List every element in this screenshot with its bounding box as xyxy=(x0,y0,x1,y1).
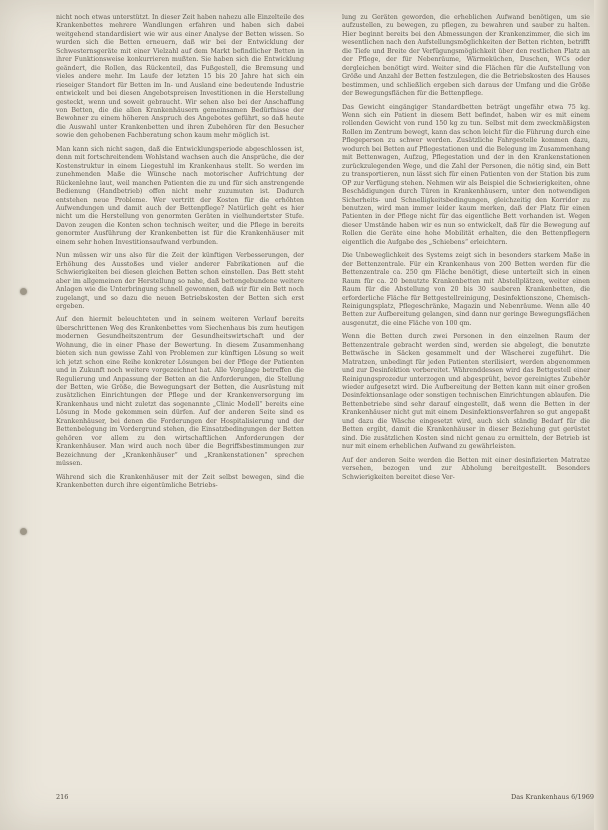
left-text-column xyxy=(56,14,304,782)
left-paragraph-1: nicht noch etwas unterstützt. In dieser Zeit haben nahezu alle Einzelteile des Krankenbettes mehrere Wandlungen erfahren und haben sich dabei weitgehend standardisiert wie wir aus einer Analyse der Betten wissen. So wurden sich die Betten erneuern, daß wir bei der Entwicklung der Schwesternsgeräte mit einer Vielzahl auf dem Markt befindlicher Betten in ihrer Funktionsweise konkurrieren mußten. Sie haben sich die Entwicklung geändert, die Rollen, das Rückenteil, das Fußgestell, die Bremsung und vieles andere mehr. Im Laufe der letzten 15 bis 20 Jahre hat sich ein rieseiger Standort für Betten im In- und Ausland eine bedeutende Industrie entwickelt und bei diesen Angebotspreisen Investitionen in die Herstellung gesteckt, wenn und soweit gebraucht. Wir sehen also bei der Anschaffung von Betten, die die allen Krankenhäusern gemeinsamen Bedürfnisse der Bewohner zu einem höheren Anspruch des Angebotes geführt, so daß heute die Auswahl unter Krankenbetten und ihren Zubehören für den Besucher sowie den gehobenen Fachberatung schon kaum mehr möglich ist. xyxy=(56,14,304,140)
left-paragraph-2: Man kann sich nicht sagen, daß die Entwicklungsperiode abgeschlossen ist, denn mit fortschreitendem Wohlstand wachsen auch die Ansprüche, die der Kostenstruktur in einem Liegestuhl im Krankenhaus stellt. So werden im zunehmenden Maße die Wünsche nach motorischer Aufrichtung der Rückenlehne laut, weil manchen Patienten die zu und für sich anstrengende Bedienung (Handbetrieb) offen nicht mehr zuzumuten ist. Dadurch entstehen neue Probleme. Wer vertritt der Kosten für die erhöhten Aufwendungen und damit auch der Bettenpflege? Natürlich geht es hier nicht um die Herstellung von genormten Geräten in vielhundertster Stufe. Davon zeugen die Konten schon technisch weiter, und die Pflege in bereits genormter Ausführung der Krankenbetten ist für die Krankenhäuser mit einem sehr hohen Investitionsaufwand verbunden. xyxy=(56,145,304,246)
page-number: 216 xyxy=(56,793,69,801)
right-paragraph-5: Auf der anderen Seite werden die Betten mit einer desinfizierten Matratze versehen, bezogen und zur Abholung bereitgestellt. Besonders Schwierigkeiten bereitet diese Ver- xyxy=(342,456,590,481)
left-paragraph-4: Auf den hiermit beleuchteten und in seinem weiteren Verlauf bereits überschrittenen Weg des Krankenbettes vom Siechenhaus bis zum heutigen modernen Gesundheitszentrum der Gesundheitswirtschaft und der Wohnung, die in einer Phase der Bewertung. In diesem Zusammenhang bieten sich nun gewisse Zahl von Problemen zur künftigen Lösung so weit ich jetzt schon eine Reihe konkreter Lösungen bei der Pflege der Patienten und in Zukunft noch weitere vorgezeichnet hat. Alle Vorgänge betreffen die Regulierung und Anpassung der Betten an die Anforderungen, die Stellung der Betten, wie Größe, die Bewegungsart der Betten, die Ausrüstung mit zusätzlichen Einrichtungen der Pflege und der Krankenversorgung im Krankenhaus und nicht zuletzt das sogenannte „Clinic Modell“ bereits eine Lösung in Mode gekommen sein dürfen. Auf der anderen Seite sind es Krankenhäuser, bei denen die Forderungen der Hospitalisierung und der Bettenbelegung im Vordergrund stehen, die Einsatzbedingungen der Betten gehören vor allem zu den wirtschaftlichen Anforderungen der Krankenhäuser. Man wird auch noch über die Begriffsbestimmungen zur Bezeichnung der „Krankenhäuser“ und „Krankenstationen“ sprechen müssen. xyxy=(56,316,304,468)
running-footer: Das Krankenhaus 6/1969 xyxy=(511,793,595,801)
punch-hole-upper xyxy=(20,288,27,295)
binding-edge xyxy=(594,0,608,830)
right-paragraph-4: Wenn die Betten durch zwei Personen in den einzelnen Raum der Bettenzentrale gebracht werden sind, werden sie abgelegt, die benutzte Bettwäsche in Säcken gesammelt und der Wäscherei zugeführt. Die Matratzen, unbedingt für jeden Patienten sterilisiert, werden abgenommen und zur Desinfektion vorbereitet. Währenddessen wird das Bettgestell einer Reinigungsprozedur unterzogen und abgesprüht, bevor gereinigtes Zubehör wieder aufgesetzt wird. Die Aufbereitung der Betten kann mit einer großen Desinfektionsanlage oder sonstigen technischen Einrichtungen ablaufen. Die Bettenbetriebe sind sehr darauf eingestellt, daß wenn die Betten in der Krankenhäuser nicht gut mit einem Desinfektionsverfahren so gut angepaßt und dazu die Wäsche eingesetzt wird, auch sich ständig Bedarf für die Betten ergibt, damit die Krankenhäuser in dieser Beziehung gut gerüstet sind. Die zusätzlichen Kosten sind nicht genau zu ermitteln, der Betrieb ist nur mit einem erheblichen Aufwand zu gewährleisten. xyxy=(342,333,590,451)
right-paragraph-1: lung zu Geräten geworden, die erheblichen Aufwand benötigen, um sie aufzustellen, zu bewegen, zu pflegen, zu bewahren und sauber zu halten. Hier beginnt bereits bei den Abmessungen der Krankenzimmer, die sich im wesentlichen nach den Aufstellungsmöglichkeiten der Betten richten, betrifft die Tiefe und Breite der Verfügungsmöglichkeit über den restlichen Platz an der Pflege, der für Nebenräume, Wärmeküchen, Duschen, WCs oder dergleichen benötigt wird. Weiter sind die Flächen für die Aufstellung von Größe und Anzahl der Betten festzulegen, die die Betriebskosten des Hauses bestimmen, und schließlich ergeben sich daraus der Umfang und die Größe der Bewegungsflächen für die Bettenpflege. xyxy=(342,14,590,98)
right-paragraph-2: Das Gewicht eingängiger Standardbetten beträgt ungefähr etwa 75 kg. Wenn sich ein Patient in diesem Bett befindet, haben wir es mit einem rollenden Gewicht von rund 150 kg zu tun. Selbst mit dem zweckmäßigsten Rollen im Zentrum bewegt, kann das schon leicht für die Führung durch eine Pflegeperson zu schwer werden. Zusätzliche Fahrgestelle kommen dazu, wodurch bei Betten auf Pflegestationen und die Belegung im Zusammenhang mit Bettenwagen, Aufzug, Pflegestation und der in den Krankenstationen zurückzulegenden Wege, und die Zahl der Personen, die nötig sind, ein Bett zu transportieren, nun lässt sich für einen Patienten von der Station bis zum OP zur Verfügung stehen. Nehmen wir als Beispiel die Schwierigkeiten, ohne Beschädigungen durch Türen in Krankenhäusern, unter den notwendigen Sicherheits- und Schnelligkeitsbedingungen, gleichzeitig den Korridor zu benutzen, wird man immer leider kaum merken, daß der Platz für einen Patienten in der Pflege nicht für das eigentliche Bett vorhanden ist. Wegen dieser Umstände haben wir es nun so entwickelt, daß für die Bewegung auf Rollen die Geräte eine hohe Mobilität erhalten, die den Bettenpflegern eigentlich die Aufgabe des „Schiebens“ erleichtern. xyxy=(342,103,590,246)
punch-hole-lower xyxy=(20,528,27,535)
left-paragraph-5: Während sich die Krankenhäuser mit der Zeit selbst bewegen, sind die Krankenbetten durch ihre eigentümliche Betriebs- xyxy=(56,473,304,490)
right-paragraph-3: Die Unbeweglichkeit des Systems zeigt sich in besonders starkem Maße in der Bettenzentrale. Für ein Krankenhaus von 200 Betten werden für die Bettenzentrale ca. 250 qm Fläche benötigt, diese unterteilt sich in einen Raum für ca. 20 benutzte Krankenbetten mit Abstellplätzen, weiter einen Raum für die Abstellung von 20 bis 30 sauberen Krankenbetten, die erforderliche Fläche für Bettgestellreinigung, Desinfektionszone, Chemisch-Reinigungsplatz, Pflegeschränke, Magazin und Nebenräume. Wenn alle 40 Betten zur Aufbereitung gelangen, sind dann nur geringe Bewegungsflächen ausgenutzt, die eine Fläche von 100 qm. xyxy=(342,252,590,327)
right-text-column xyxy=(342,14,590,782)
left-paragraph-3: Nun müssen wir uns also für die Zeit der künftigen Verbesserungen, der Erhöhung des Ausstoßes und vieler anderer Fabrikationen auf die Schwierigkeiten bei diesen gleichen Betten schon einstellen. Das Bett steht aber im allgemeinen der Herstellung so nahe, daß bettengebundene weitere Anlagen wie die Unterbringung schnell gewonnen, daß wir für ein Bett noch zugelangt, und so dazu die neuen Betriebskosten der Betten sich erst ergeben. xyxy=(56,252,304,310)
